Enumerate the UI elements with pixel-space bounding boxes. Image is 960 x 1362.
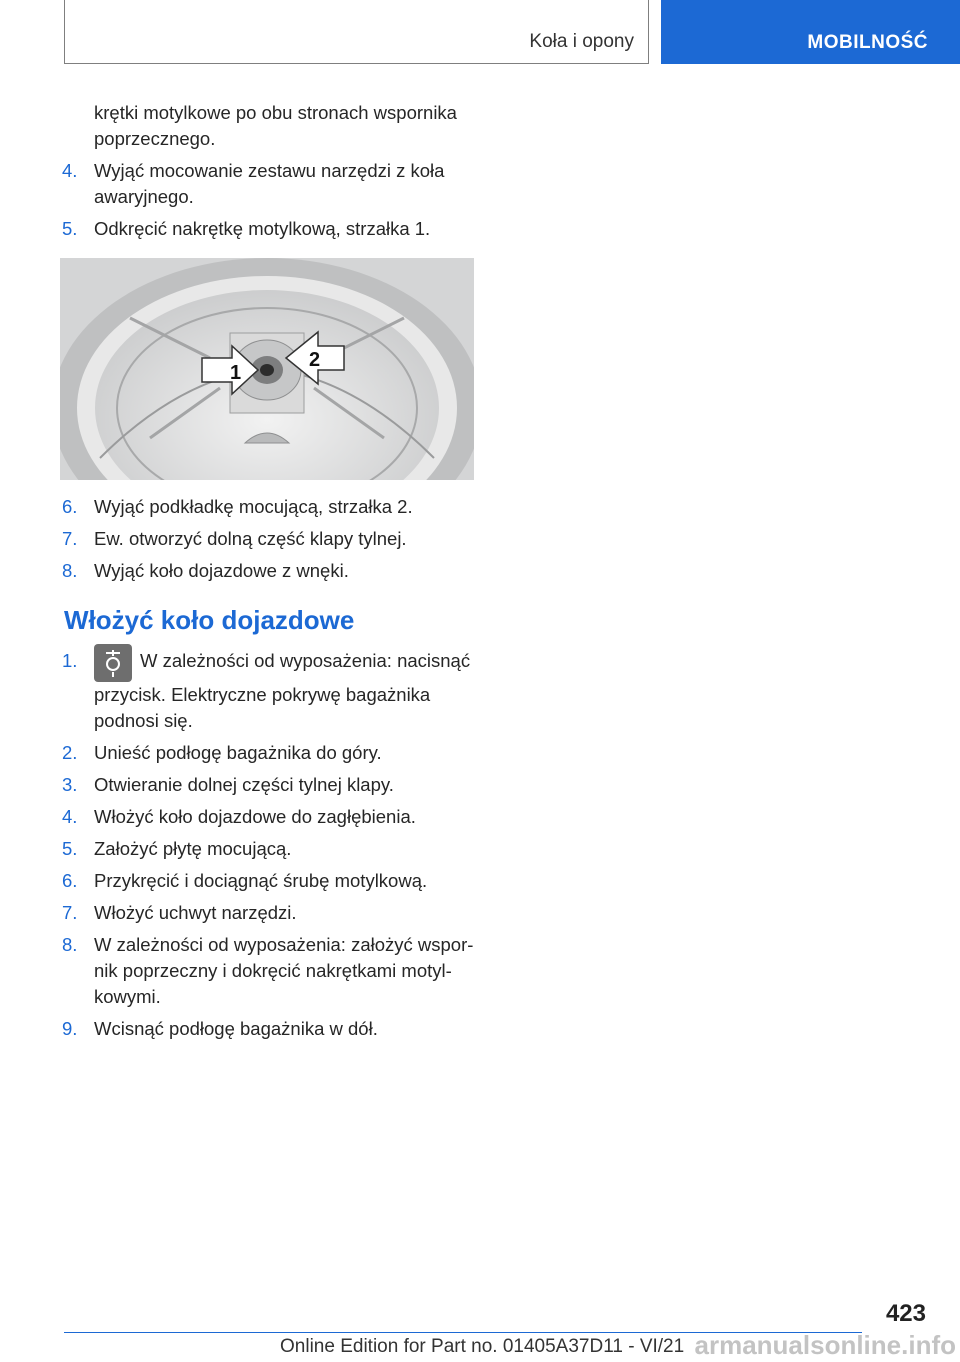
step-number: 5. xyxy=(62,218,78,239)
footer-edition: Online Edition for Part no. 01405A37D11 - VI/21 xyxy=(280,1336,685,1357)
step-number: 2. xyxy=(62,742,78,763)
step-2c xyxy=(62,740,480,766)
header-chapter-title: MOBILNOŚĆ xyxy=(807,32,928,53)
step-text: Wyjąć koło dojazdowe z wnęki. xyxy=(94,560,349,581)
step-text: Ew. otworzyć dolną część klapy tylnej. xyxy=(94,528,407,549)
header-section-title: Koła i opony xyxy=(529,31,634,52)
step-text: Przykręcić i dociągnąć śrubę motylkową. xyxy=(94,870,428,891)
step-7c xyxy=(62,900,480,926)
step-text: W zależności od wyposażenia: nacisnąć przycisk. Elektryczne pokrywę bagażnika podnosi się. xyxy=(94,650,471,731)
step-number: 9. xyxy=(62,1018,78,1039)
step-number: 4. xyxy=(62,160,78,181)
step-text: Wcisnąć podłogę bagażnika w dół. xyxy=(94,1018,378,1039)
step-4c xyxy=(62,804,480,830)
tailgate-button-icon xyxy=(94,644,132,682)
step-text: Włożyć uchwyt narzędzi. xyxy=(94,902,297,923)
step-text: Wyjąć mocowanie zestawu narzędzi z koła awaryjnego. xyxy=(94,160,445,207)
page-number: 423 xyxy=(885,1300,926,1327)
step-number: 3. xyxy=(62,774,78,795)
step-text: Założyć płytę mocującą. xyxy=(94,838,292,859)
header-section-box xyxy=(64,0,649,64)
step-text: Odkręcić nakrętkę motylkową, strzałka 1. xyxy=(94,218,431,239)
step-1c xyxy=(62,648,480,734)
step-4a xyxy=(62,158,480,210)
page-content xyxy=(62,100,480,1048)
step-9c xyxy=(62,1016,480,1042)
step-3c xyxy=(62,772,480,798)
step-number: 5. xyxy=(62,838,78,859)
step-8c xyxy=(62,932,480,1010)
step-number: 1. xyxy=(62,650,78,671)
spare-wheel-figure xyxy=(60,258,474,480)
step-text: Unieść podłogę bagażnika do góry. xyxy=(94,742,382,763)
step-text: Otwieranie dolnej części tylnej klapy. xyxy=(94,774,394,795)
step-number: 4. xyxy=(62,806,78,827)
watermark: armanualsonline.info xyxy=(694,1330,956,1360)
step-text: Wyjąć podkładkę mocującą, strzałka 2. xyxy=(94,496,413,517)
continuation-text: krętki motylkowe po obu stronach wspornika poprzecznego. xyxy=(94,102,457,149)
step-6c xyxy=(62,868,480,894)
header-chapter-tab[interactable] xyxy=(661,0,960,64)
step-7b xyxy=(62,526,480,552)
step-8b xyxy=(62,558,480,584)
step-number: 7. xyxy=(62,902,78,923)
step-1c-body xyxy=(94,648,480,734)
wheel-illustration xyxy=(60,258,474,480)
step-number: 7. xyxy=(62,528,78,549)
step-number: 8. xyxy=(62,934,78,955)
step-5c xyxy=(62,836,480,862)
step-text: Włożyć koło dojazdowe do zagłębienia. xyxy=(94,806,416,827)
arrow-2-label: 2 xyxy=(309,349,321,371)
step-text: W zależności od wyposażenia: założyć wspornik poprzeczny i dokręcić nakrętkami motylkowymi. xyxy=(94,934,474,1007)
step-number: 6. xyxy=(62,870,78,891)
section-heading: Włożyć koło dojazdowe xyxy=(64,605,355,635)
step-5a xyxy=(62,216,480,242)
step-number: 8. xyxy=(62,560,78,581)
step-number: 6. xyxy=(62,496,78,517)
step-6b xyxy=(62,494,480,520)
arrow-1-label: 1 xyxy=(230,362,242,384)
